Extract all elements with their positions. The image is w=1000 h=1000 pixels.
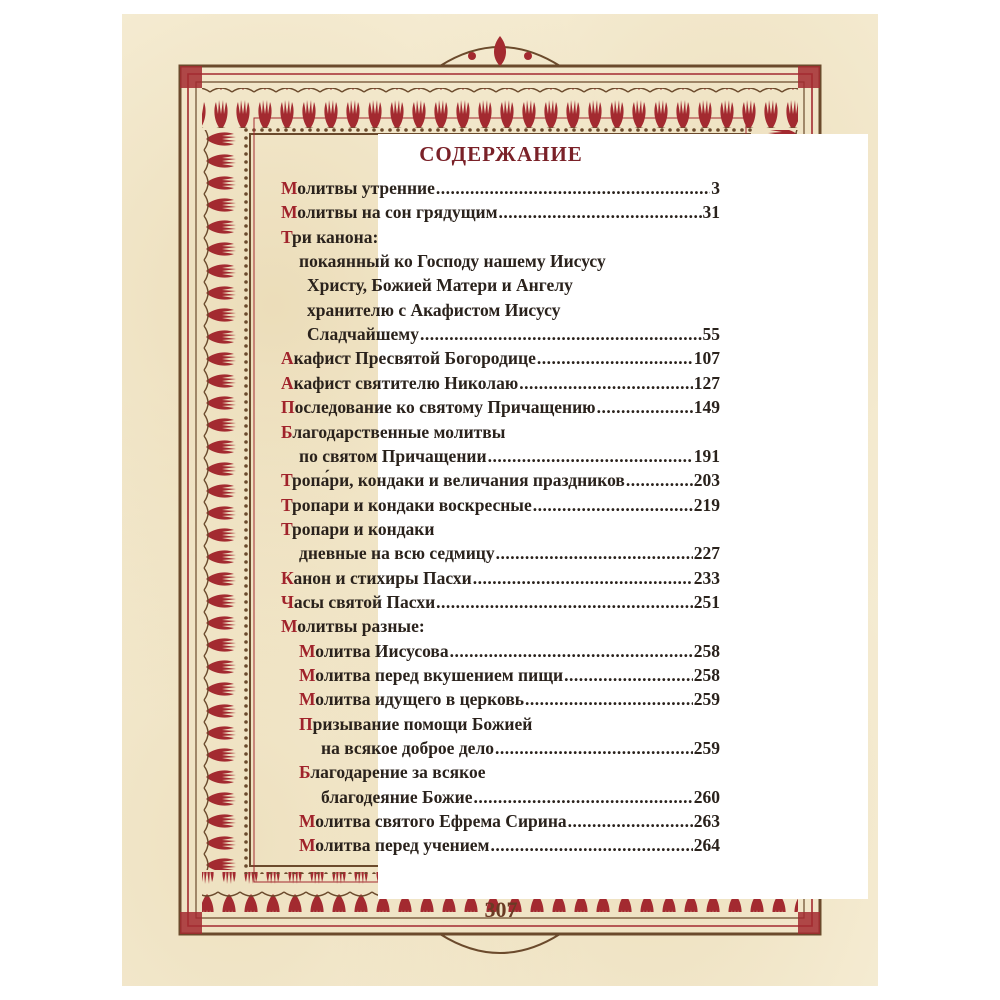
toc-entry-initial: Т [281,470,293,491]
toc-entry-title [299,687,524,711]
toc-entry-title [299,251,606,271]
dot-leader [473,566,693,590]
toc-entry-page: 258 [693,665,720,685]
toc-entry [307,273,573,297]
dot-leader [473,785,692,809]
toc-entry-title [299,639,449,663]
toc-entry-title [321,736,494,760]
toc-entry-title [281,519,434,539]
toc-entry-initial: Т [281,226,293,247]
contents-title: СОДЕРЖАНИЕ [419,142,583,166]
toc-entry [281,566,720,590]
toc-entry-text: покаянный ко Господу нашему Иисусу [299,251,606,272]
toc-entry [299,639,720,663]
toc-entry-title [307,275,573,295]
dot-leader [499,200,702,224]
toc-entry-page: 219 [693,494,720,515]
toc-entry-text: ри канона: [292,226,379,247]
toc-entry-page: 3 [711,178,720,198]
toc-entry-page: 191 [693,445,720,466]
toc-entry-initial: Б [299,762,311,783]
toc-entry-initial: Ч [281,591,294,612]
toc-entry [299,444,720,468]
dot-leader [537,346,693,370]
toc-entry-title [299,714,532,734]
toc-entry-text: олитвы утренние [297,178,435,198]
dot-leader [420,322,702,346]
toc-entry-text: олитва Иисусова [315,640,449,661]
toc-entry [281,395,720,419]
toc-entry-title [281,422,505,442]
toc-entry-initial: М [299,835,316,856]
toc-entry-page: 264 [693,835,720,856]
toc-entry [281,493,720,517]
toc-entry-page: 149 [693,397,720,418]
toc-entry-page: 227 [693,543,720,564]
toc-entry-title [281,566,472,590]
toc-entry-page: 260 [693,786,720,807]
toc-entry-initial: Т [281,518,293,539]
toc-entry [321,736,720,760]
toc-entry [281,346,720,370]
toc-entry-text: Сладчайшему [307,324,419,345]
toc-entry [281,371,720,395]
toc-entry-title [299,762,486,782]
toc-entry-text: кафист святителю Николаю [293,372,519,393]
dot-leader [436,176,710,200]
dot-leader [564,663,693,687]
dot-leader [490,833,692,857]
toc-entry-title [281,346,536,370]
toc-entry-text: оследование ко святому Причащению [294,397,596,418]
toc-entry [299,712,532,736]
dot-leader [533,493,693,517]
toc-entry-title [281,493,532,517]
toc-entry-title [281,590,435,614]
toc-entry [321,785,720,809]
toc-entry [281,225,378,249]
toc-entry-text: олитвы на сон грядущим [297,202,498,223]
toc-entry-title [307,322,419,346]
toc-entry-title [299,663,563,687]
toc-entry-text: олитва святого Ефрема Сирина [315,811,567,832]
toc-entry-page: 233 [693,567,720,588]
toc-entry-page: 251 [693,591,720,612]
toc-entry-page: 203 [693,470,720,491]
toc-entry-title [281,176,435,200]
toc-entry-initial: М [281,616,298,637]
toc-entry-initial: П [299,713,313,734]
toc-entry-text: анон и стихиры Пасхи [293,567,472,588]
toc-entry [281,176,720,200]
dot-leader [450,639,693,663]
dot-leader [488,444,693,468]
toc-entry-text: по святом Причащении [299,445,487,466]
toc-entry-text: ризывание помощи Божией [312,713,533,734]
toc-entry-title [281,371,518,395]
toc-entry [299,249,606,273]
toc-entry [299,663,720,687]
toc-entry-page: 258 [693,640,720,661]
toc-entry-page: 31 [702,202,720,223]
toc-entry-title [299,833,489,857]
toc-entry-initial: М [299,665,316,685]
toc-entry [299,760,486,784]
toc-entry-page: 55 [702,324,720,345]
toc-entry-title [281,200,498,224]
toc-entry-page: 259 [693,738,720,759]
toc-entry-title [281,468,625,492]
toc-entry [281,468,720,492]
dot-leader [525,687,693,711]
toc-entry [299,687,720,711]
toc-entry [281,517,434,541]
dot-leader [568,809,693,833]
toc-entry-initial: Т [281,494,293,515]
toc-entry-initial: А [281,348,294,369]
toc-entry-initial: Б [281,421,293,442]
toc-entry-text: олитва перед учением [315,835,490,856]
dot-leader [519,371,693,395]
toc-entry [307,298,560,322]
toc-entry-initial: М [281,202,298,223]
toc-entry-text: ропари и кондаки [292,518,435,539]
dot-leader [626,468,693,492]
toc-entry [281,614,425,638]
toc-entry-initial: А [281,372,294,393]
toc-entry [299,809,720,833]
dot-leader [495,736,693,760]
toc-entry-initial: М [281,178,298,198]
toc-entry-text: Христу, Божией Матери и Ангелу [307,275,573,296]
toc-entry-text: ропа́ри, кондаки и величания праздников [292,470,625,491]
toc-entry-text: лагодарственные молитвы [292,421,506,442]
toc-entry [281,200,720,224]
toc-entry-initial: М [299,689,316,710]
toc-entry-title [281,227,378,247]
toc-entry-title [299,541,495,565]
toc-entry [307,322,720,346]
toc-entry-initial: К [281,567,294,588]
toc-entry-page: 259 [693,689,720,710]
dot-leader [436,590,693,614]
dot-leader [496,541,693,565]
toc-entry-initial: П [281,397,295,418]
toc-entry [299,541,720,565]
toc-entry-text: ропари и кондаки воскресные [292,494,532,515]
toc-entry-title [299,444,487,468]
toc-entry-text: олитва идущего в церковь [315,689,525,710]
toc-entry-text: на всякое доброе дело [321,738,495,759]
toc-entry-text: хранителю с Акафистом Иисусу [307,299,561,320]
toc-entry-title [281,395,596,419]
toc-entry-title [321,785,472,809]
toc-entry-text: кафист Пресвятой Богородице [293,348,536,369]
toc-entry-initial: М [299,640,316,661]
toc-entry-text: асы святой Пасхи [293,591,436,612]
page-number: 307 [484,897,518,922]
toc-entry-text: лагодарение за всякое [310,762,486,783]
toc-entry-page: 107 [693,348,720,369]
toc-entry-title [307,300,560,320]
toc-entry-initial: М [299,811,316,832]
toc-entry-page: 263 [693,811,720,832]
dot-leader [597,395,693,419]
toc-entry-text: олитва перед вкушением пищи [315,665,564,685]
toc-entry-page: 127 [693,372,720,393]
toc-entry-title [281,616,425,636]
toc-entry-title [299,809,567,833]
toc-entry [281,590,720,614]
toc-entry [281,420,505,444]
toc-entry-text: благодеяние Божие [321,786,473,807]
toc-entry [299,833,720,857]
toc-entry-text: дневные на всю седмицу [299,543,495,564]
toc-entry-text: олитвы разные: [297,616,425,637]
